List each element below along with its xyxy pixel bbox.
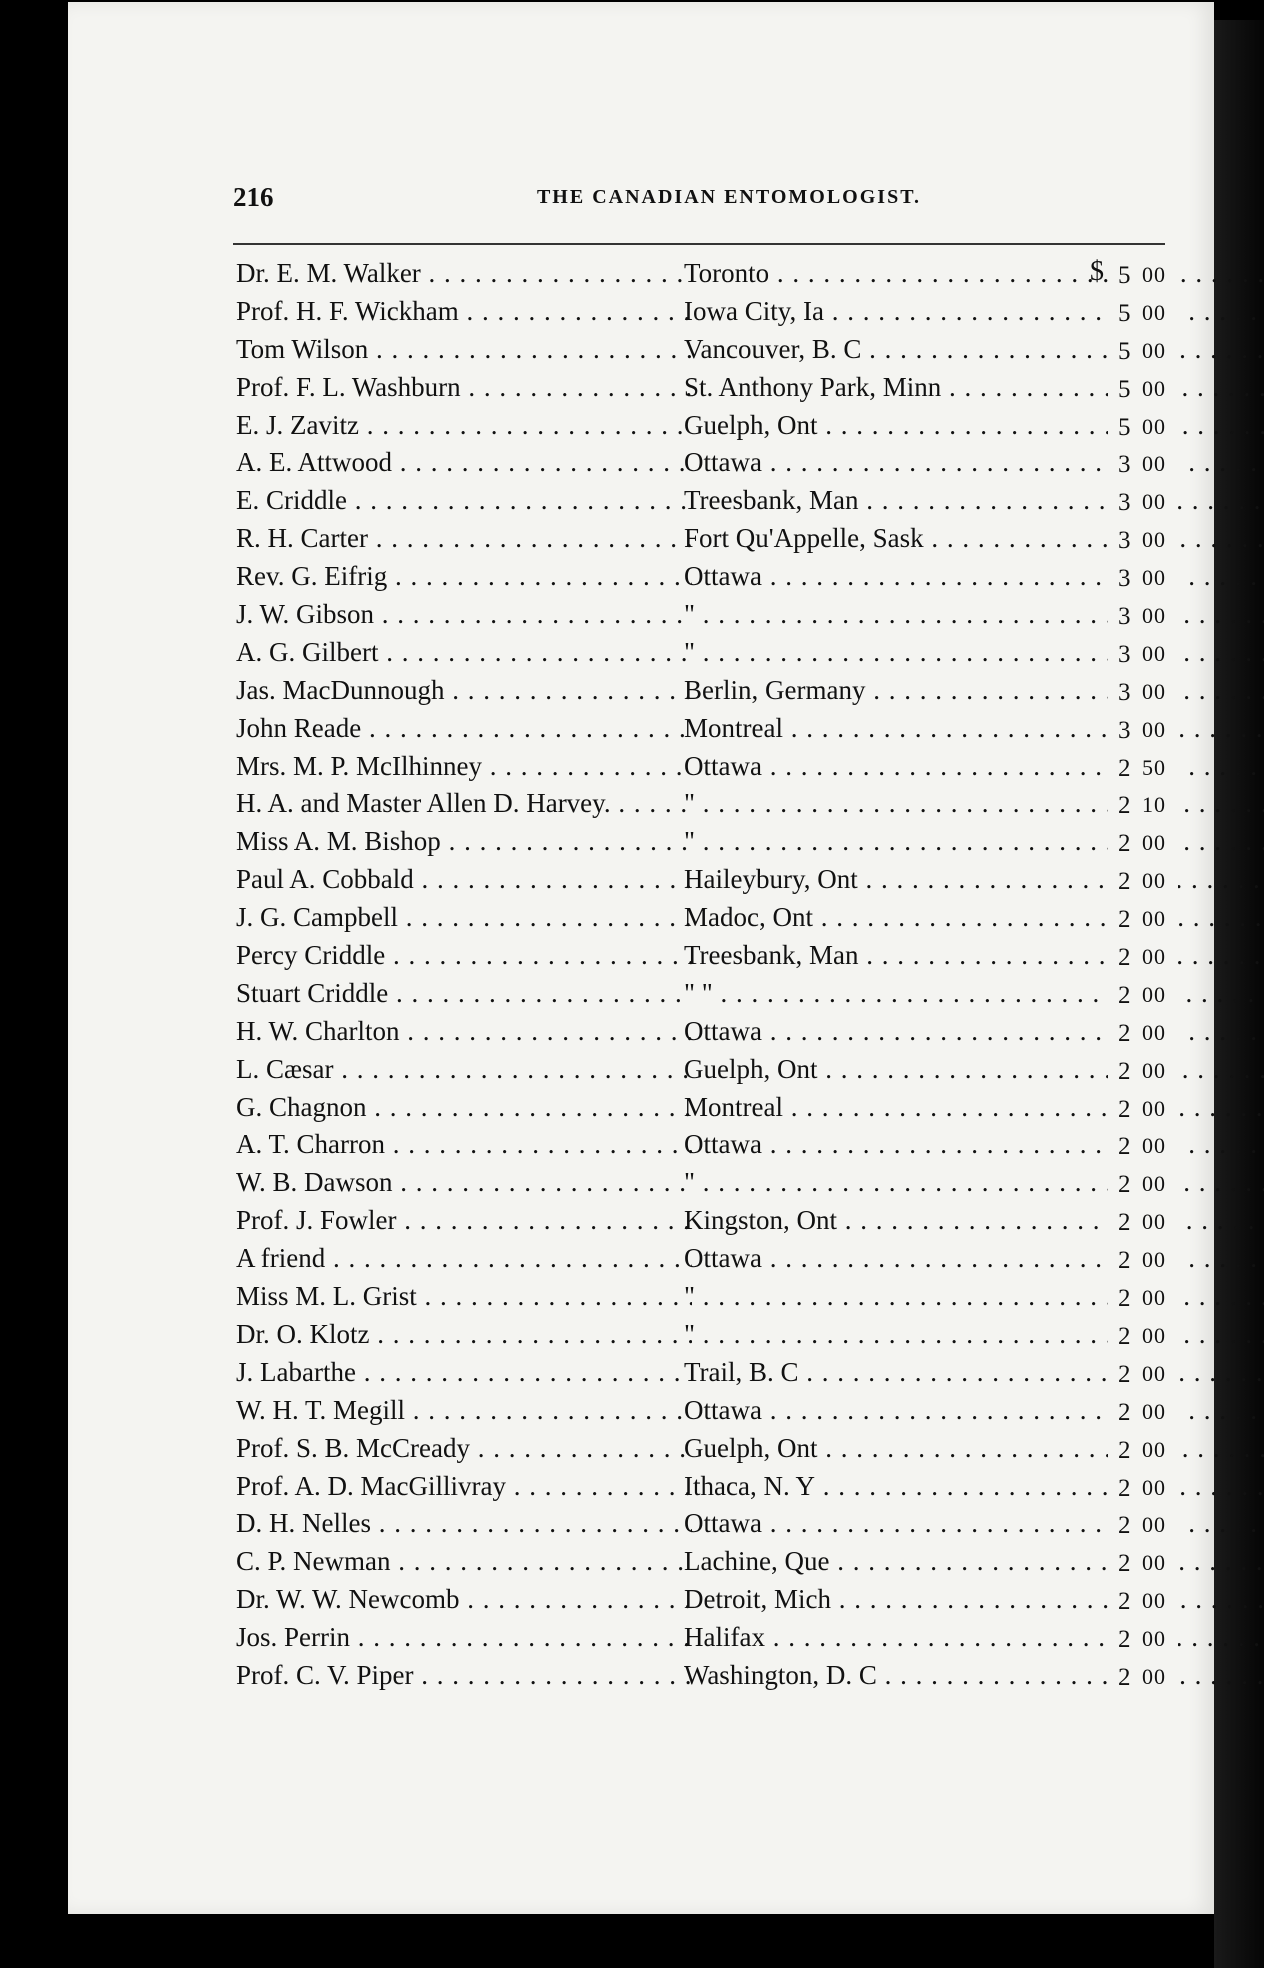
entry-place-text: Toronto bbox=[684, 258, 770, 288]
entry-amount bbox=[1108, 1626, 1178, 1660]
entry-amount bbox=[1108, 1058, 1178, 1092]
entry-name-text: A. E. Attwood bbox=[236, 447, 393, 478]
entry-name-text: John Reade bbox=[236, 712, 362, 743]
amount-dollars: 2 bbox=[1118, 1436, 1131, 1464]
amount-cents: 00 bbox=[1142, 375, 1166, 401]
list-item bbox=[228, 410, 1173, 448]
entry-name-text: W. B. Dawson bbox=[236, 1167, 393, 1198]
amount-cents: 00 bbox=[1142, 1436, 1166, 1462]
entry-name bbox=[236, 1243, 692, 1274]
amount-cents: 00 bbox=[1142, 868, 1166, 894]
amount-dollars: 2 bbox=[1118, 1550, 1131, 1578]
entry-amount bbox=[1108, 338, 1178, 372]
amount-dollars: 2 bbox=[1118, 830, 1131, 858]
list-item bbox=[228, 599, 1173, 637]
entry-amount bbox=[1108, 641, 1178, 675]
amount-cents: 00 bbox=[1142, 1247, 1166, 1273]
running-title: THE CANADIAN ENTOMOLOGIST. bbox=[536, 186, 922, 208]
list-item bbox=[228, 1319, 1173, 1357]
page-number: 216 bbox=[233, 182, 274, 212]
entry-name-text: Prof. F. L. Washburn bbox=[236, 371, 461, 402]
amount-cents: 00 bbox=[1142, 1322, 1166, 1348]
entry-name bbox=[236, 1319, 692, 1350]
entry-place-text: Treesbank, Man bbox=[684, 940, 859, 971]
list-item bbox=[228, 788, 1173, 826]
currency-symbol: $ bbox=[1090, 256, 1104, 287]
entry-place-text: Ottawa bbox=[684, 447, 762, 478]
entry-place-text: Madoc, Ont bbox=[684, 902, 813, 933]
list-item bbox=[228, 864, 1173, 902]
entry-name-text: Miss M. L. Grist bbox=[236, 1281, 417, 1312]
entry-name bbox=[236, 1092, 692, 1123]
entry-name bbox=[236, 1508, 692, 1539]
entry-place-text: " bbox=[684, 636, 696, 667]
header-rule bbox=[233, 243, 1165, 245]
entry-place-text: " bbox=[684, 1281, 696, 1312]
entry-place-text: Vancouver, B. C bbox=[684, 333, 862, 364]
amount-dollars: 2 bbox=[1118, 1209, 1131, 1237]
entry-name bbox=[236, 864, 692, 895]
amount-dollars: 2 bbox=[1118, 1322, 1131, 1350]
entry-amount bbox=[1108, 1285, 1178, 1319]
entry-place-text: Ottawa bbox=[684, 1394, 762, 1425]
amount-dollars: 2 bbox=[1118, 981, 1131, 1009]
entry-name-text: Dr. W. W. Newcomb bbox=[236, 1584, 460, 1615]
entry-name bbox=[236, 1433, 692, 1464]
entry-name bbox=[236, 296, 692, 327]
entry-amount bbox=[1108, 717, 1178, 751]
entry-place-text: Ottawa bbox=[684, 1015, 762, 1046]
amount-cents: 00 bbox=[1142, 1474, 1166, 1500]
amount-dollars: 2 bbox=[1118, 792, 1131, 820]
entry-name bbox=[236, 940, 692, 971]
entry-name bbox=[236, 1395, 692, 1426]
amount-cents: 00 bbox=[1142, 1057, 1166, 1083]
entry-place-text: " bbox=[684, 1167, 696, 1198]
list-item bbox=[228, 637, 1173, 675]
amount-cents: 00 bbox=[1142, 489, 1166, 515]
entry-name-text: R. H. Carter bbox=[236, 523, 368, 554]
list-item bbox=[228, 713, 1173, 751]
list-item bbox=[228, 826, 1173, 864]
entry-name-text: H. W. Charlton bbox=[236, 1015, 400, 1046]
amount-cents: 00 bbox=[1142, 451, 1166, 477]
entry-name bbox=[236, 447, 692, 478]
entry-name-text: Tom Wilson bbox=[236, 333, 369, 364]
entry-name bbox=[236, 258, 692, 289]
amount-dollars: 2 bbox=[1118, 1474, 1131, 1502]
entry-amount bbox=[1108, 1133, 1178, 1167]
entry-place-text: Fort Qu'Appelle, Sask bbox=[684, 523, 924, 554]
amount-cents: 00 bbox=[1142, 413, 1166, 439]
entry-name bbox=[236, 372, 692, 403]
entry-name bbox=[236, 1054, 692, 1085]
amount-dollars: 2 bbox=[1118, 1626, 1131, 1654]
entry-name-text: Percy Criddle bbox=[236, 940, 386, 971]
amount-dollars: 5 bbox=[1118, 299, 1131, 327]
entry-name-text: Prof. A. D. MacGillivray bbox=[236, 1470, 506, 1501]
amount-dollars: 5 bbox=[1118, 262, 1131, 289]
entry-name bbox=[236, 523, 692, 554]
entry-place-text: Ottawa bbox=[684, 1243, 762, 1274]
entry-name bbox=[236, 675, 692, 706]
entry-amount bbox=[1108, 1475, 1178, 1509]
entry-place-text: Guelph, Ont bbox=[684, 1432, 818, 1463]
entry-place-text: Ottawa bbox=[684, 750, 762, 781]
entry-place-text: Washington, D. C bbox=[684, 1659, 877, 1690]
entry-name-text: A friend bbox=[236, 1243, 326, 1274]
entry-amount bbox=[1108, 982, 1178, 1016]
entry-name-text: Paul A. Cobbald bbox=[236, 864, 414, 895]
amount-dollars: 3 bbox=[1118, 678, 1131, 706]
amount-dollars: 2 bbox=[1118, 1095, 1131, 1123]
amount-cents: 00 bbox=[1142, 716, 1166, 742]
entry-amount bbox=[1108, 414, 1178, 448]
entry-place-text: Trail, B. C bbox=[684, 1356, 799, 1387]
list-item bbox=[228, 523, 1173, 561]
entry-place-text: " bbox=[684, 1318, 696, 1349]
amount-dollars: 2 bbox=[1118, 1171, 1131, 1199]
list-item bbox=[228, 258, 1173, 296]
entry-place-text: Halifax bbox=[684, 1622, 765, 1653]
entry-amount bbox=[1108, 1020, 1178, 1054]
entry-name-text: Dr. O. Klotz bbox=[236, 1318, 370, 1349]
list-item bbox=[228, 1205, 1173, 1243]
list-item bbox=[228, 675, 1173, 713]
entry-amount bbox=[1108, 527, 1178, 561]
entry-name-text: Miss A. M. Bishop bbox=[236, 826, 441, 857]
amount-dollars: 2 bbox=[1118, 1057, 1131, 1085]
entry-name-text: E. Criddle bbox=[236, 485, 347, 516]
entry-amount bbox=[1090, 256, 1178, 296]
entry-name-text: Prof. J. Fowler bbox=[236, 1205, 397, 1236]
amount-cents: 00 bbox=[1142, 527, 1166, 553]
entry-amount bbox=[1108, 792, 1178, 826]
amount-dollars: 3 bbox=[1118, 527, 1131, 555]
entry-name bbox=[236, 826, 692, 857]
list-item bbox=[228, 1584, 1173, 1622]
entry-name bbox=[236, 1205, 692, 1236]
amount-cents: 00 bbox=[1142, 1588, 1166, 1614]
entry-name bbox=[236, 1660, 692, 1691]
entry-place-text: " bbox=[684, 599, 696, 630]
entry-name bbox=[236, 788, 692, 819]
amount-dollars: 2 bbox=[1118, 906, 1131, 934]
amount-cents: 00 bbox=[1142, 262, 1166, 287]
list-item bbox=[228, 902, 1173, 940]
amount-cents: 00 bbox=[1142, 1360, 1166, 1386]
entry-place-text: " bbox=[684, 826, 696, 857]
entry-place-text: Berlin, Germany bbox=[684, 674, 866, 705]
entry-amount bbox=[1108, 830, 1178, 864]
entry-name bbox=[236, 637, 692, 668]
entry-place-text: " " bbox=[684, 977, 713, 1008]
list-item bbox=[228, 561, 1173, 599]
entry-name-text: Prof. H. F. Wickham bbox=[236, 295, 459, 326]
entry-name bbox=[236, 1622, 692, 1653]
amount-dollars: 2 bbox=[1118, 1285, 1131, 1313]
entry-name-text: A. T. Charron bbox=[236, 1129, 385, 1160]
entry-place-text: Kingston, Ont bbox=[684, 1205, 838, 1236]
entry-name bbox=[236, 1167, 692, 1198]
amount-dollars: 2 bbox=[1118, 1588, 1131, 1616]
list-item bbox=[228, 1092, 1173, 1130]
amount-cents: 00 bbox=[1142, 1550, 1166, 1576]
entry-name bbox=[236, 713, 692, 744]
entry-name-text: L. Cæsar bbox=[236, 1053, 334, 1084]
amount-dollars: 3 bbox=[1118, 451, 1131, 479]
entry-name bbox=[236, 1584, 692, 1615]
amount-dollars: 3 bbox=[1118, 489, 1131, 517]
list-item bbox=[228, 1281, 1173, 1319]
entry-name bbox=[236, 902, 692, 933]
entry-name bbox=[236, 1546, 692, 1577]
entry-amount bbox=[1108, 1550, 1178, 1584]
entry-place-text: Iowa City, Ia bbox=[684, 295, 824, 326]
entry-place-text: Detroit, Mich bbox=[684, 1584, 831, 1615]
list-item bbox=[228, 1016, 1173, 1054]
entry-amount bbox=[1108, 603, 1178, 637]
entry-name bbox=[236, 599, 692, 630]
entry-name bbox=[236, 978, 692, 1009]
entry-place-text: Montreal bbox=[684, 712, 783, 743]
entry-name bbox=[236, 561, 692, 592]
entry-name-text: H. A. and Master Allen D. Harvey. bbox=[236, 788, 611, 819]
amount-cents: 00 bbox=[1142, 1626, 1166, 1652]
entry-place-text: Guelph, Ont bbox=[684, 409, 818, 440]
entry-place-text: Lachine, Que bbox=[684, 1546, 830, 1577]
entry-amount bbox=[1108, 1399, 1178, 1433]
list-item bbox=[228, 1129, 1173, 1167]
amount-cents: 00 bbox=[1142, 1171, 1166, 1197]
amount-dollars: 2 bbox=[1118, 1133, 1131, 1161]
entry-amount bbox=[1108, 755, 1178, 789]
list-item bbox=[228, 1622, 1173, 1660]
list-item bbox=[228, 1167, 1173, 1205]
list-item bbox=[228, 447, 1173, 485]
list-item bbox=[228, 1546, 1173, 1584]
entry-amount bbox=[1108, 300, 1178, 334]
amount-cents: 00 bbox=[1142, 299, 1166, 325]
amount-cents: 00 bbox=[1142, 565, 1166, 591]
amount-cents: 00 bbox=[1142, 906, 1166, 932]
list-item bbox=[228, 1054, 1173, 1092]
amount-dollars: 5 bbox=[1118, 337, 1131, 365]
entry-name bbox=[236, 751, 692, 782]
amount-cents: 50 bbox=[1142, 754, 1166, 780]
entry-place-text: Guelph, Ont bbox=[684, 1053, 818, 1084]
entry-name bbox=[236, 1281, 692, 1312]
entry-name-text: Prof. C. V. Piper bbox=[236, 1659, 414, 1690]
entry-name bbox=[236, 1357, 692, 1388]
entry-name bbox=[236, 1016, 692, 1047]
entry-name-text: G. Chagnon bbox=[236, 1091, 367, 1122]
amount-dollars: 2 bbox=[1118, 1663, 1131, 1691]
entry-name-text: Rev. G. Eifrig bbox=[236, 561, 388, 592]
amount-cents: 00 bbox=[1142, 640, 1166, 666]
list-item bbox=[228, 940, 1173, 978]
amount-cents: 00 bbox=[1142, 603, 1166, 629]
amount-cents: 00 bbox=[1142, 981, 1166, 1007]
list-item bbox=[228, 296, 1173, 334]
amount-cents: 00 bbox=[1142, 1095, 1166, 1121]
amount-cents: 00 bbox=[1142, 337, 1166, 363]
entry-amount bbox=[1108, 944, 1178, 978]
amount-dollars: 5 bbox=[1118, 375, 1131, 403]
entry-name-text: A. G. Gilbert bbox=[236, 636, 379, 667]
amount-dollars: 3 bbox=[1118, 716, 1131, 744]
entry-amount bbox=[1108, 906, 1178, 940]
amount-dollars: 2 bbox=[1118, 1360, 1131, 1388]
entry-name-text: C. P. Newman bbox=[236, 1546, 391, 1577]
entry-amount bbox=[1108, 1323, 1178, 1357]
entry-amount bbox=[1108, 1361, 1178, 1395]
amount-cents: 00 bbox=[1142, 1398, 1166, 1424]
amount-cents: 00 bbox=[1142, 678, 1166, 704]
entry-amount bbox=[1108, 1664, 1178, 1698]
entry-place-text: Haileybury, Ont bbox=[684, 864, 858, 895]
entry-name-text: D. H. Nelles bbox=[236, 1508, 371, 1539]
amount-dollars: 3 bbox=[1118, 565, 1131, 593]
entry-amount bbox=[1108, 1209, 1178, 1243]
entry-amount bbox=[1108, 1096, 1178, 1130]
entry-name bbox=[236, 1129, 692, 1160]
amount-dollars: 3 bbox=[1118, 640, 1131, 668]
entry-amount bbox=[1108, 1588, 1178, 1622]
list-item bbox=[228, 1508, 1173, 1546]
entry-amount bbox=[1108, 565, 1178, 599]
entry-name-text: Stuart Criddle bbox=[236, 977, 389, 1008]
list-item bbox=[228, 978, 1173, 1016]
list-item bbox=[228, 1433, 1173, 1471]
entry-name-text: Mrs. M. P. McIlhinney bbox=[236, 750, 483, 781]
amount-cents: 00 bbox=[1142, 944, 1166, 970]
amount-dollars: 2 bbox=[1118, 944, 1131, 972]
amount-cents: 00 bbox=[1142, 1663, 1166, 1689]
subscriber-list bbox=[228, 258, 1173, 1698]
entry-place-text: Montreal bbox=[684, 1091, 783, 1122]
entry-name-text: J. W. Gibson bbox=[236, 599, 375, 630]
entry-name-text: J. Labarthe bbox=[236, 1356, 356, 1387]
entry-amount bbox=[1108, 489, 1178, 523]
amount-cents: 00 bbox=[1142, 1133, 1166, 1159]
entry-amount bbox=[1108, 1171, 1178, 1205]
list-item bbox=[228, 1357, 1173, 1395]
list-item bbox=[228, 751, 1173, 789]
amount-dollars: 2 bbox=[1118, 1019, 1131, 1047]
entry-name-text: Dr. E. M. Walker bbox=[236, 258, 421, 288]
amount-dollars: 2 bbox=[1118, 1247, 1131, 1275]
list-item bbox=[228, 334, 1173, 372]
entry-name bbox=[236, 485, 692, 516]
entry-amount bbox=[1108, 451, 1178, 485]
amount-cents: 10 bbox=[1142, 792, 1166, 818]
entry-name-text: Prof. S. B. McCready bbox=[236, 1432, 470, 1463]
entry-name-text: W. H. T. Megill bbox=[236, 1394, 406, 1425]
entry-place-text: St. Anthony Park, Minn bbox=[684, 371, 942, 402]
entry-amount bbox=[1108, 1437, 1178, 1471]
list-item bbox=[228, 1243, 1173, 1281]
amount-cents: 00 bbox=[1142, 1285, 1166, 1311]
amount-dollars: 2 bbox=[1118, 754, 1131, 782]
amount-cents: 00 bbox=[1142, 830, 1166, 856]
entry-place-text: " bbox=[684, 788, 696, 819]
entry-name-text: Jas. MacDunnough bbox=[236, 674, 445, 705]
amount-cents: 00 bbox=[1142, 1209, 1166, 1235]
entry-name-text: Jos. Perrin bbox=[236, 1622, 350, 1653]
entry-place-text: Treesbank, Man bbox=[684, 485, 859, 516]
entry-place-text: Ithaca, N. Y bbox=[684, 1470, 815, 1501]
page-header bbox=[233, 182, 1165, 222]
list-item bbox=[228, 485, 1173, 523]
entry-amount bbox=[1108, 679, 1178, 713]
amount-cents: 00 bbox=[1142, 1019, 1166, 1045]
entry-amount bbox=[1108, 376, 1178, 410]
entry-amount bbox=[1108, 868, 1178, 902]
amount-dollars: 2 bbox=[1118, 1512, 1131, 1540]
entry-name-text: E. J. Zavitz bbox=[236, 409, 359, 440]
amount-dollars: 3 bbox=[1118, 603, 1131, 631]
entry-name-text: J. G. Campbell bbox=[236, 902, 398, 933]
entry-name bbox=[236, 1471, 692, 1502]
entry-amount bbox=[1108, 1247, 1178, 1281]
amount-cents: 00 bbox=[1142, 1512, 1166, 1538]
list-item bbox=[228, 1395, 1173, 1433]
list-item bbox=[228, 372, 1173, 410]
entry-name bbox=[236, 410, 692, 441]
amount-dollars: 2 bbox=[1118, 868, 1131, 896]
amount-dollars: 5 bbox=[1118, 413, 1131, 441]
entry-place-text: Ottawa bbox=[684, 1129, 762, 1160]
list-item bbox=[228, 1660, 1173, 1698]
amount-dollars: 2 bbox=[1118, 1398, 1131, 1426]
list-item bbox=[228, 1471, 1173, 1509]
entry-place-text: Ottawa bbox=[684, 1508, 762, 1539]
entry-place-text: Ottawa bbox=[684, 561, 762, 592]
entry-name bbox=[236, 334, 692, 365]
entry-amount bbox=[1108, 1512, 1178, 1546]
